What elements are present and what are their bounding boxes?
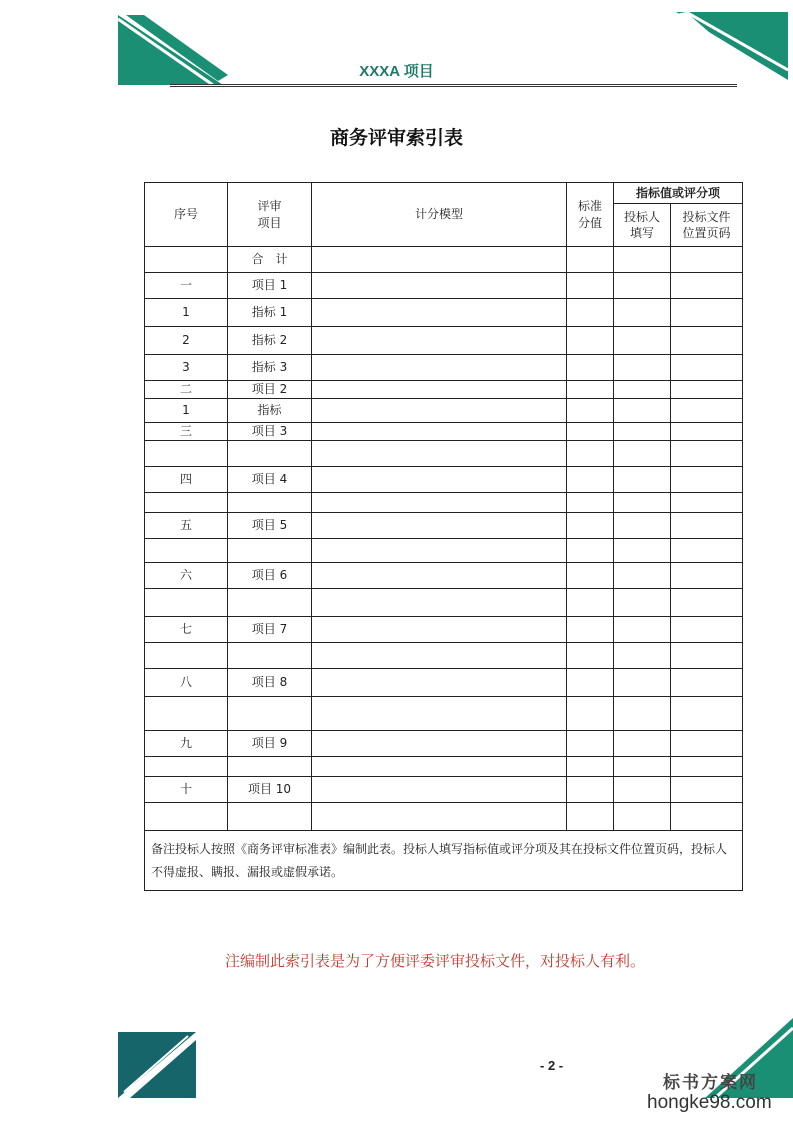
row-file-location: [671, 731, 743, 757]
row-bidder-fill: [614, 803, 671, 831]
row-standard-score: [567, 669, 614, 697]
row-standard-score: [567, 273, 614, 299]
row-standard-score: [567, 493, 614, 513]
table-row: [145, 423, 743, 441]
row-scoring-model: [312, 423, 567, 441]
row-standard-score: [567, 589, 614, 617]
row-review-item: [228, 539, 312, 563]
footnote: 注编制此索引表是为了方便评委评审投标文件，对投标人有利。: [225, 952, 646, 970]
row-standard-score: [567, 803, 614, 831]
header-seq: 序号: [145, 183, 228, 247]
row-seq: 十: [145, 777, 228, 803]
row-seq: [145, 441, 228, 467]
row-scoring-model: [312, 669, 567, 697]
row-standard-score: [567, 247, 614, 273]
row-review-item: 指标 1: [228, 299, 312, 327]
row-scoring-model: [312, 441, 567, 467]
row-file-location: [671, 803, 743, 831]
row-review-item: [228, 493, 312, 513]
row-bidder-fill: [614, 327, 671, 355]
row-review-item: [228, 643, 312, 669]
row-standard-score: [567, 513, 614, 539]
row-bidder-fill: [614, 355, 671, 381]
row-file-location: [671, 777, 743, 803]
table-header-row: [145, 183, 743, 204]
row-standard-score: [567, 381, 614, 399]
row-seq: 二: [145, 381, 228, 399]
header-indicator-group: 指标值或评分项: [614, 183, 743, 204]
row-seq: 九: [145, 731, 228, 757]
table-row: [145, 441, 743, 467]
row-bidder-fill: [614, 247, 671, 273]
header-review-item: [228, 183, 312, 247]
row-scoring-model: [312, 539, 567, 563]
row-bidder-fill: [614, 643, 671, 669]
row-standard-score: [567, 757, 614, 777]
footer-left-decoration: [118, 1032, 198, 1098]
row-file-location: [671, 441, 743, 467]
row-seq: 3: [145, 355, 228, 381]
table-note: 备注投标人按照《商务评审标准表》编制此表。投标人填写指标值或评分项及其在投标文件位置页码，投标人不得虚报、瞒报、漏报或虚假承诺。: [145, 831, 743, 891]
row-file-location: [671, 327, 743, 355]
row-review-item: [228, 697, 312, 731]
row-file-location: [671, 247, 743, 273]
row-review-item: 项目 7: [228, 617, 312, 643]
row-review-item: [228, 757, 312, 777]
row-file-location: [671, 513, 743, 539]
row-seq: [145, 697, 228, 731]
row-seq: 一: [145, 273, 228, 299]
row-bidder-fill: [614, 757, 671, 777]
table-row: [145, 273, 743, 299]
row-standard-score: [567, 399, 614, 423]
row-seq: 五: [145, 513, 228, 539]
row-bidder-fill: [614, 563, 671, 589]
header-divider: [170, 84, 737, 85]
table-row: [145, 539, 743, 563]
row-scoring-model: [312, 643, 567, 669]
row-bidder-fill: [614, 423, 671, 441]
row-standard-score: [567, 539, 614, 563]
table-row: [145, 643, 743, 669]
row-standard-score: [567, 731, 614, 757]
header-review-item-line2: 项目: [257, 215, 282, 230]
row-scoring-model: [312, 617, 567, 643]
table-row: [145, 299, 743, 327]
row-file-location: [671, 423, 743, 441]
row-bidder-fill: [614, 697, 671, 731]
row-bidder-fill: [614, 539, 671, 563]
table-row: [145, 803, 743, 831]
row-bidder-fill: [614, 273, 671, 299]
row-standard-score: [567, 697, 614, 731]
row-file-location: [671, 539, 743, 563]
row-file-location: [671, 697, 743, 731]
row-file-location: [671, 381, 743, 399]
header-review-item-line1: 评审: [257, 199, 282, 214]
header-bidder-fill-line2: 填写: [629, 226, 654, 240]
row-bidder-fill: [614, 617, 671, 643]
row-file-location: [671, 273, 743, 299]
row-seq: [145, 643, 228, 669]
row-scoring-model: [312, 299, 567, 327]
table-row: [145, 757, 743, 777]
table-row: [145, 513, 743, 539]
page-title: 商务评审索引表: [329, 127, 463, 149]
row-file-location: [671, 493, 743, 513]
row-bidder-fill: [614, 513, 671, 539]
row-review-item: 项目 6: [228, 563, 312, 589]
row-seq: 三: [145, 423, 228, 441]
header-scoring-model: 计分模型: [312, 183, 567, 247]
row-seq: [145, 493, 228, 513]
row-scoring-model: [312, 327, 567, 355]
table-row: [145, 381, 743, 399]
table-row: [145, 777, 743, 803]
row-review-item: 指标: [228, 399, 312, 423]
row-review-item: 指标 3: [228, 355, 312, 381]
header-bidder-fill-line1: 投标人: [623, 209, 660, 224]
row-bidder-fill: [614, 299, 671, 327]
row-review-item: 项目 5: [228, 513, 312, 539]
row-scoring-model: [312, 381, 567, 399]
row-bidder-fill: [614, 493, 671, 513]
header-title: [0, 60, 793, 81]
header-project-code: XXXA: [359, 63, 400, 80]
row-review-item: 合 计: [228, 247, 312, 273]
watermark-site-name: 标书方案网: [663, 1073, 758, 1093]
row-bidder-fill: [614, 381, 671, 399]
header-standard-score: [567, 183, 614, 247]
row-file-location: [671, 563, 743, 589]
header-file-location-line2: 位置页码: [682, 226, 731, 240]
row-review-item: 项目 1: [228, 273, 312, 299]
row-scoring-model: [312, 563, 567, 589]
row-standard-score: [567, 467, 614, 493]
row-file-location: [671, 399, 743, 423]
row-file-location: [671, 643, 743, 669]
row-file-location: [671, 355, 743, 381]
row-review-item: 指标 2: [228, 327, 312, 355]
row-standard-score: [567, 617, 614, 643]
row-file-location: [671, 757, 743, 777]
row-standard-score: [567, 423, 614, 441]
row-standard-score: [567, 777, 614, 803]
page-number: - 2 -: [540, 1058, 564, 1073]
row-seq: 六: [145, 563, 228, 589]
table-row: [145, 467, 743, 493]
table-row: [145, 669, 743, 697]
row-file-location: [671, 467, 743, 493]
row-seq: 1: [145, 299, 228, 327]
row-review-item: 项目 9: [228, 731, 312, 757]
table-row: [145, 617, 743, 643]
row-scoring-model: [312, 493, 567, 513]
row-review-item: 项目 4: [228, 467, 312, 493]
row-scoring-model: [312, 777, 567, 803]
table-row: [145, 355, 743, 381]
row-seq: 四: [145, 467, 228, 493]
row-standard-score: [567, 299, 614, 327]
business-review-index-table: [144, 182, 743, 891]
row-seq: 1: [145, 399, 228, 423]
row-review-item: [228, 441, 312, 467]
row-scoring-model: [312, 589, 567, 617]
row-seq: [145, 803, 228, 831]
header-file-location-line1: 投标文件: [682, 209, 731, 224]
row-scoring-model: [312, 355, 567, 381]
row-bidder-fill: [614, 399, 671, 423]
row-scoring-model: [312, 803, 567, 831]
row-scoring-model: [312, 731, 567, 757]
row-seq: 七: [145, 617, 228, 643]
row-standard-score: [567, 643, 614, 669]
header-standard-score-line1: 标准: [577, 199, 602, 214]
row-scoring-model: [312, 697, 567, 731]
row-review-item: 项目 10: [228, 777, 312, 803]
table-row: [145, 731, 743, 757]
row-scoring-model: [312, 467, 567, 493]
header-bidder-fill: [614, 204, 671, 247]
row-seq: [145, 539, 228, 563]
table-row: [145, 247, 743, 273]
row-standard-score: [567, 563, 614, 589]
row-file-location: [671, 299, 743, 327]
table-row: [145, 697, 743, 731]
watermark-site-url: hongke98.com: [647, 1092, 772, 1113]
header-file-location: [671, 204, 743, 247]
table-row: [145, 327, 743, 355]
row-seq: 八: [145, 669, 228, 697]
row-review-item: [228, 803, 312, 831]
row-review-item: 项目 8: [228, 669, 312, 697]
row-bidder-fill: [614, 731, 671, 757]
row-review-item: 项目 2: [228, 381, 312, 399]
table-row: [145, 399, 743, 423]
row-standard-score: [567, 355, 614, 381]
row-file-location: [671, 617, 743, 643]
row-review-item: 项目 3: [228, 423, 312, 441]
row-bidder-fill: [614, 669, 671, 697]
row-seq: [145, 589, 228, 617]
row-scoring-model: [312, 247, 567, 273]
row-bidder-fill: [614, 589, 671, 617]
row-scoring-model: [312, 757, 567, 777]
header-project-word: 项目: [403, 62, 434, 80]
row-file-location: [671, 589, 743, 617]
table-body: [145, 247, 743, 831]
table-note-row: [145, 831, 743, 891]
row-scoring-model: [312, 273, 567, 299]
row-bidder-fill: [614, 441, 671, 467]
row-seq: [145, 247, 228, 273]
header-divider-2: [170, 86, 737, 87]
row-seq: [145, 757, 228, 777]
row-standard-score: [567, 327, 614, 355]
row-scoring-model: [312, 399, 567, 423]
row-standard-score: [567, 441, 614, 467]
row-file-location: [671, 669, 743, 697]
header-standard-score-line2: 分值: [577, 215, 602, 230]
row-seq: 2: [145, 327, 228, 355]
row-bidder-fill: [614, 777, 671, 803]
table-row: [145, 563, 743, 589]
table-row: [145, 493, 743, 513]
row-bidder-fill: [614, 467, 671, 493]
row-scoring-model: [312, 513, 567, 539]
row-review-item: [228, 589, 312, 617]
table-row: [145, 589, 743, 617]
